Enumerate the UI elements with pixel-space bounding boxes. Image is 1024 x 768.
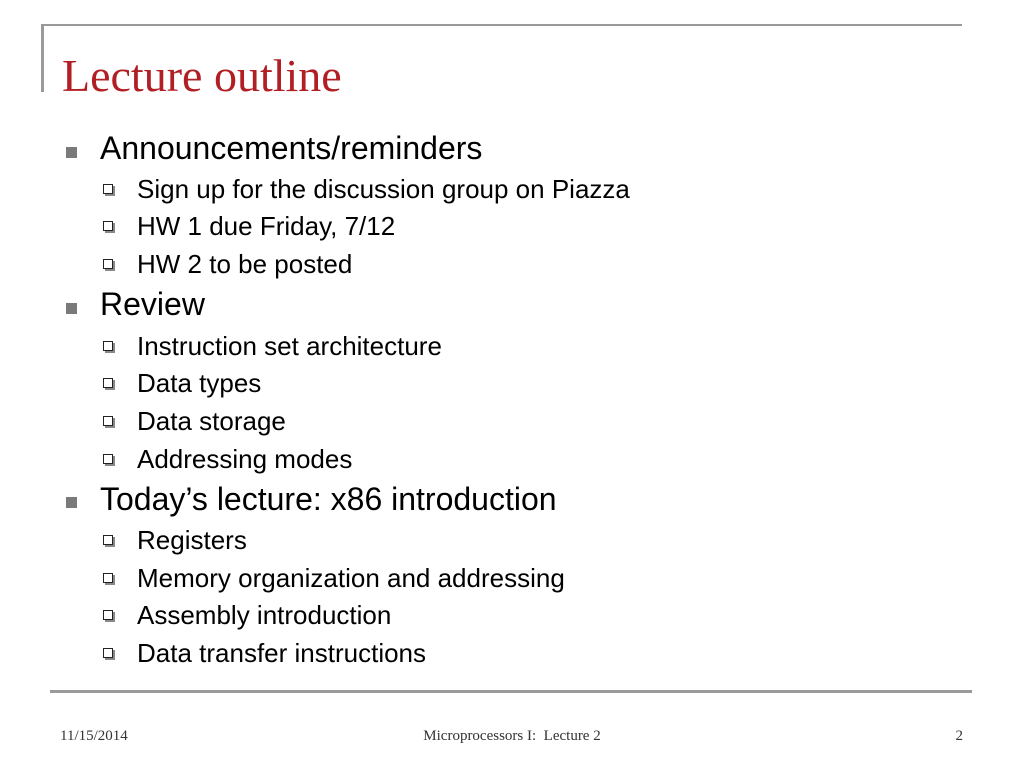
box-bullet-icon [103,341,113,351]
square-bullet-icon [66,303,77,314]
list-item: Memory organization and addressing [137,563,565,593]
footer-divider [50,690,972,693]
square-bullet-icon [66,147,77,158]
section-heading-review: Review [100,286,205,322]
box-bullet-icon [103,416,113,426]
box-bullet-icon [103,535,113,545]
list-item: Registers [137,525,247,555]
footer-page-number: 2 [955,728,963,744]
box-bullet-icon [103,221,113,231]
list-item: Data transfer instructions [137,638,427,668]
slide-title: Lecture outline [62,50,342,101]
box-bullet-icon [103,573,113,583]
box-bullet-icon [103,259,113,269]
section-heading-todays-lecture: Today’s lecture: x86 introduction [100,481,557,517]
list-item: Data storage [137,406,286,436]
box-bullet-icon [103,454,113,464]
footer-course-title: Microprocessors I: Lecture 2 [423,728,601,744]
box-bullet-icon [103,184,113,194]
list-item: HW 2 to be posted [137,249,353,279]
list-item: Assembly introduction [137,600,392,630]
list-item: Instruction set architecture [137,331,442,361]
box-bullet-icon [103,648,113,658]
list-item: HW 1 due Friday, 7/12 [137,211,396,241]
section-heading-announcements: Announcements/reminders [100,130,483,166]
footer-date: 11/15/2014 [60,728,128,744]
list-item: Sign up for the discussion group on Piazza [137,174,630,204]
list-item: Addressing modes [137,444,353,474]
box-bullet-icon [103,378,113,388]
square-bullet-icon [66,497,77,508]
list-item: Data types [137,368,262,398]
box-bullet-icon [103,610,113,620]
